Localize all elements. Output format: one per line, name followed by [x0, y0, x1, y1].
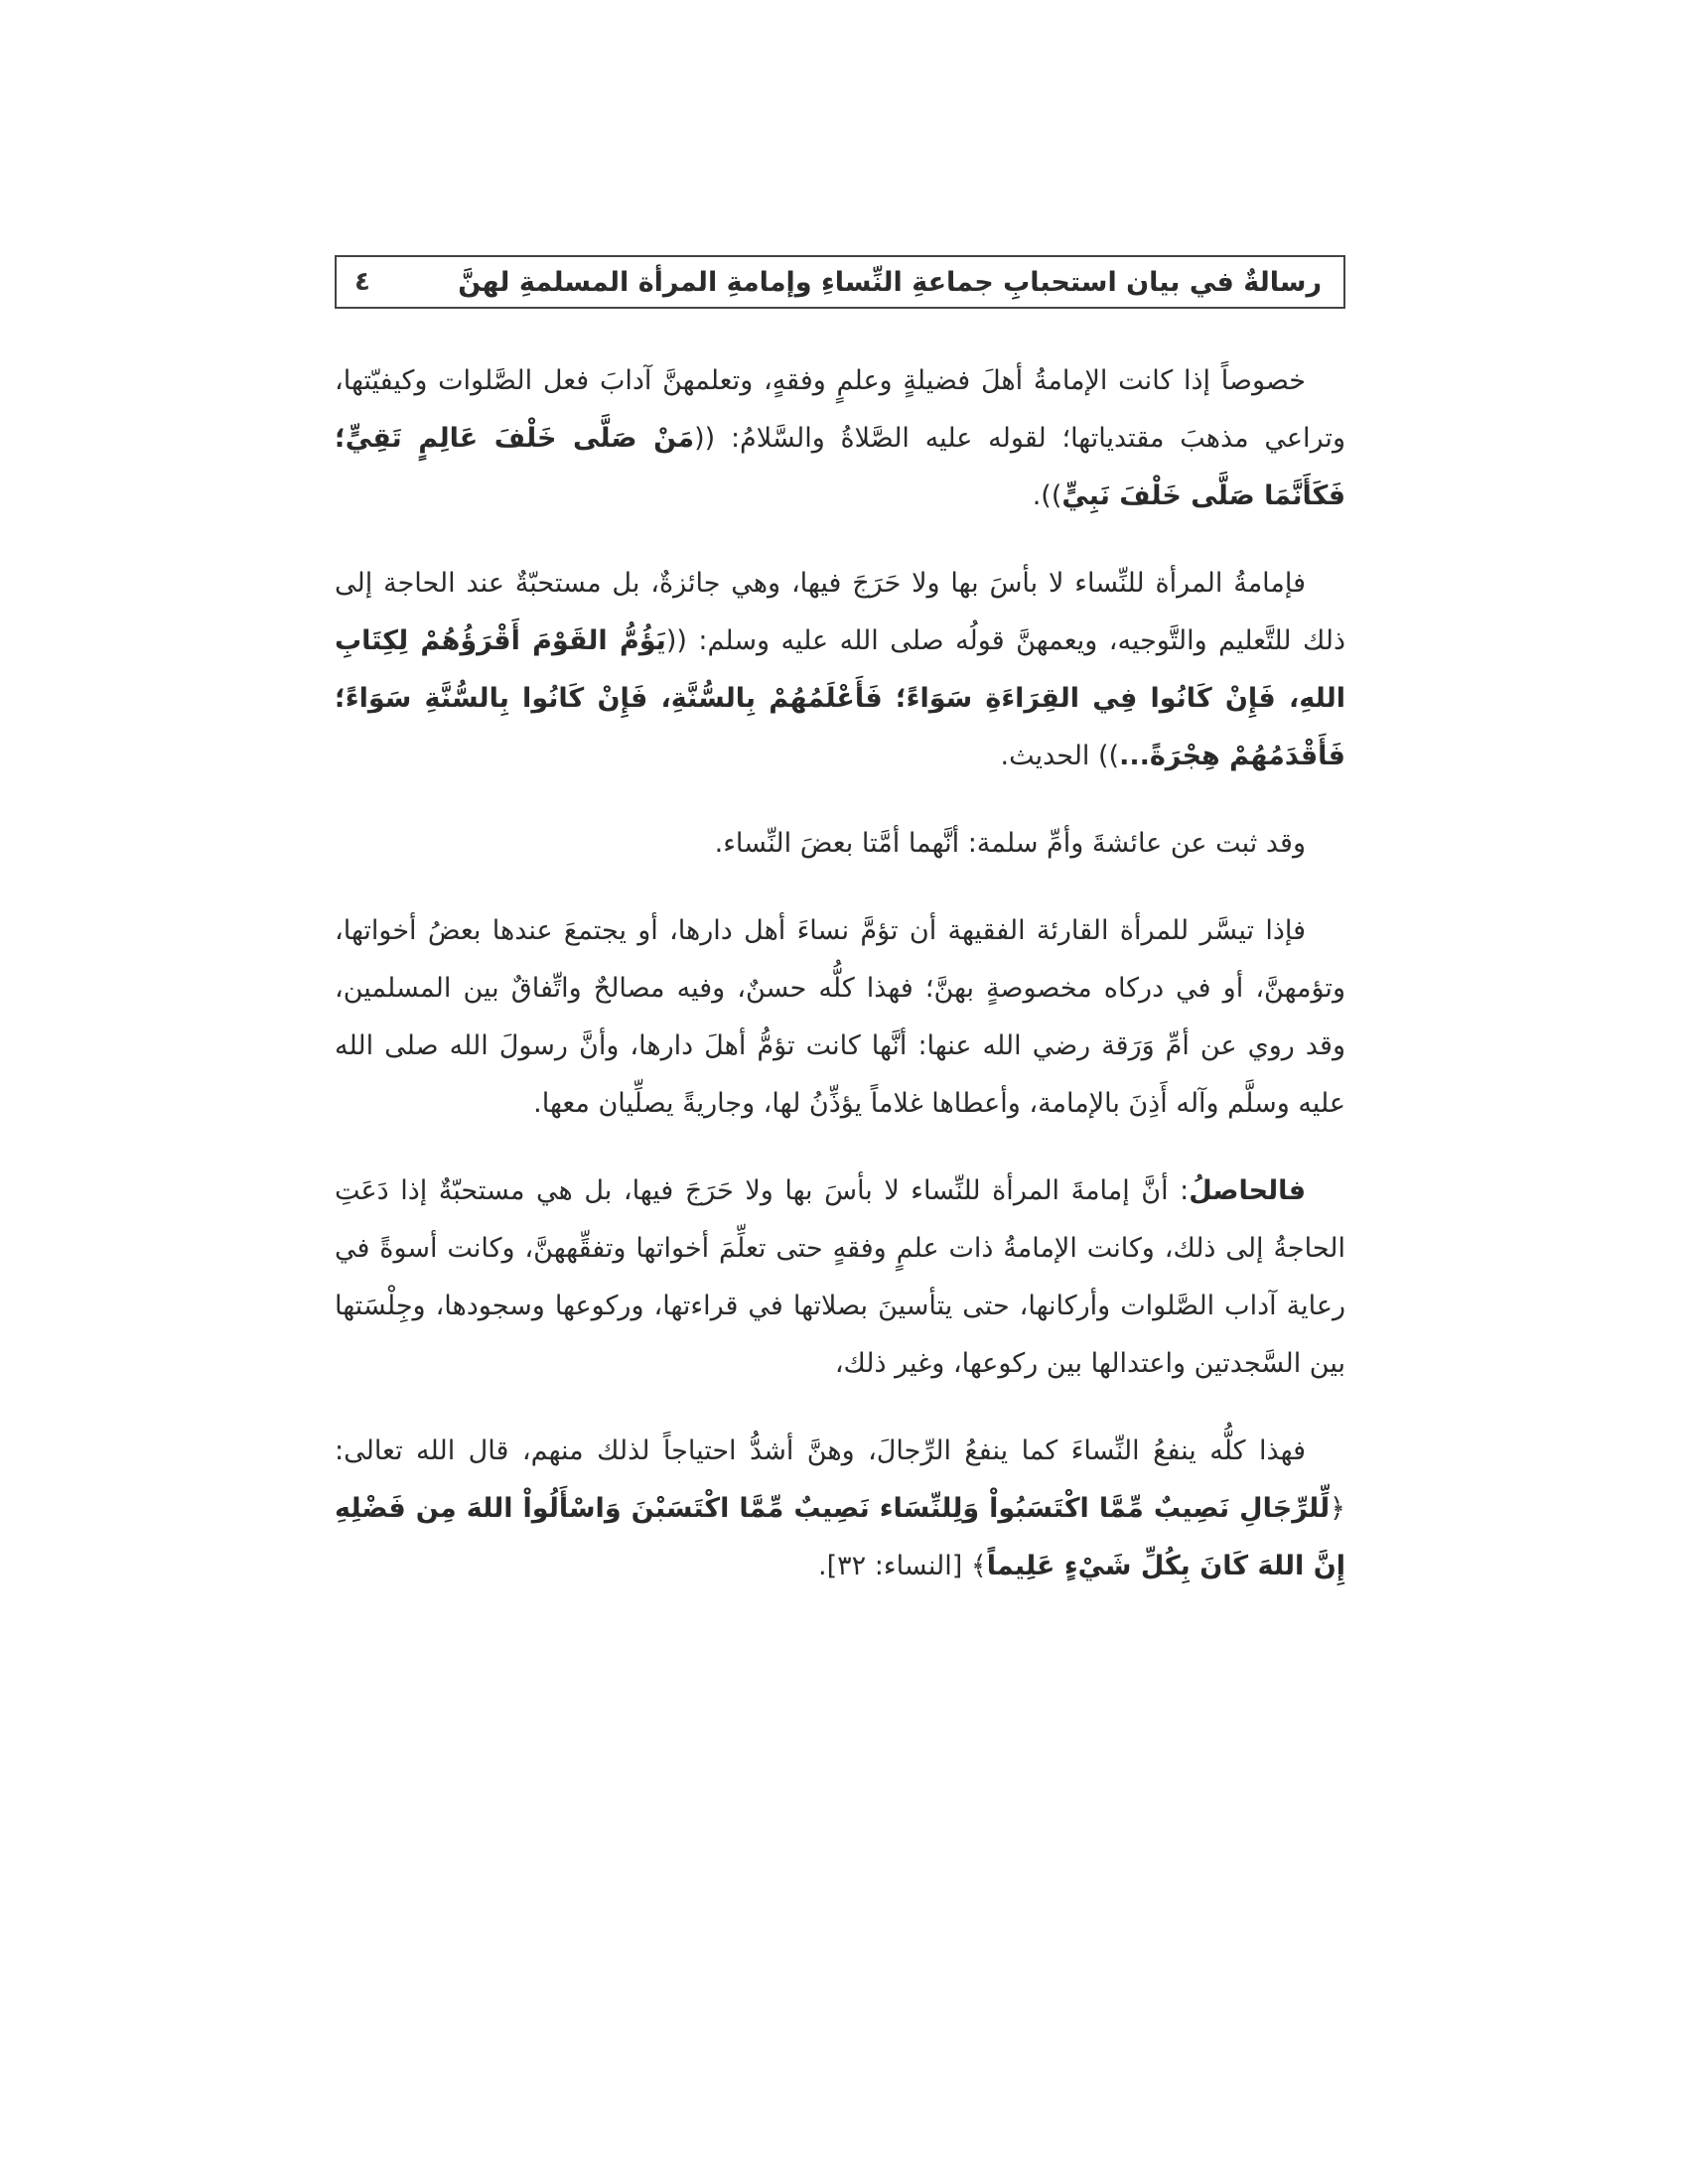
page-number: ٤: [354, 267, 370, 297]
paragraph-4: [335, 902, 1345, 1133]
header-title: رسالةٌ في بيان استحبابِ جماعةِ النِّساءِ وإمامةِ المرأة المسلمةِ لهنَّ: [458, 266, 1322, 298]
conclusion-lead: فالحاصلُ: [1189, 1175, 1306, 1206]
paragraph-text: : أنَّ إمامةَ المرأة للنِّساء لا بأسَ بها ولا حَرَجَ فيها، بل هي مستحبّةٌ إذا دَعَتِ الحاجةُ إلى ذلك، وكانت الإمامةُ ذات علمٍ وفقهٍ حتى تعلِّمَ أخواتها وتفقِّههنَّ، وكانت أسوةً في رعاية آداب الصَّلوات وأركانها، حتى يتأسينَ بصلاتها في قراءتها، وركوعها وسجودها، وجِلْسَتها بين السَّجدتين واعتدالها بين ركوعها، وغير ذلك،: [335, 1175, 1345, 1379]
hadith-quote: يَؤُمُّ القَوْمَ أَقْرَؤُهُمْ لِكِتَابِ اللهِ، فَإِنْ كَانُوا فِي القِرَاءَةِ سَوَاءً؛ فَأَعْلَمُهُمْ بِالسُّنَّةِ، فَإِنْ كَانُوا بِالسُّنَّةِ سَوَاءً؛ فَأَقْدَمُهُمْ هِجْرَةً...: [335, 625, 1345, 771]
quran-verse: لِّلرِّجَالِ نَصِيبٌ مِّمَّا اكْتَسَبُواْ وَلِلنِّسَاء نَصِيبٌ مِّمَّا اكْتَسَبْنَ وَاسْأَلُواْ اللهَ مِن فَضْلِهِ إِنَّ اللهَ كَانَ بِكُلِّ شَيْءٍ عَلِيماً: [335, 1493, 1345, 1581]
paragraph-text: فإذا تيسَّر للمرأة القارئة الفقيهة أن تؤمَّ نساءَ أهل دارها، أو يجتمعَ عندها بعضُ أخواتها، وتؤمهنَّ، أو في دركاه مخصوصةٍ بهنَّ؛ فهذا كلُّه حسنٌ، وفيه مصالحٌ واتِّفاقٌ بين المسلمين، وقد روي عن أمِّ وَرَقة رضي الله عنها: أنَّها كانت تؤمُّ أهلَ دارها، وأنَّ رسولَ الله صلى الله عليه وسلَّم وآله أَذِنَ بالإمامة، وأعطاها غلاماً يؤذِّنُ لها، وجاريةً يصلِّيان معها.: [335, 915, 1345, 1119]
paragraph-6: [335, 1423, 1345, 1595]
paragraph-2: [335, 555, 1345, 785]
paragraph-text: فهذا كلُّه ينفعُ النِّساءَ كما ينفعُ الرِّجالَ، وهنَّ أشدُّ احتياجاً لذلك منهم، قال الله تعالى: ﴿: [335, 1435, 1345, 1524]
paragraph-text: فإمامةُ المرأة للنِّساء لا بأسَ بها ولا حَرَجَ فيها، وهي جائزةٌ، بل مستحبّةٌ عند الحاجة إلى ذلك للتَّعليم والتَّوجيه، ويعمهنَّ قولُه صلى الله عليه وسلم: ((: [335, 568, 1345, 656]
paragraph-1: [335, 352, 1345, 525]
paragraph-5: [335, 1162, 1345, 1393]
paragraph-text: ﴾ [النساء: ٣٢].: [818, 1551, 987, 1581]
hadith-quote: مَنْ صَلَّى خَلْفَ عَالِمٍ تَقِيٍّ؛ فَكَأَنَّمَا صَلَّى خَلْفَ نَبِيٍّ: [335, 423, 1345, 511]
running-header: [335, 255, 1345, 309]
body-text: [335, 352, 1345, 1625]
paragraph-text: )) الحديث.: [1000, 741, 1120, 771]
paragraph-text: وقد ثبت عن عائشةَ وأمِّ سلمة: أنَّهما أمَّتا بعضَ النِّساء.: [714, 828, 1306, 859]
paragraph-3: [335, 815, 1345, 873]
paragraph-text: خصوصاً إذا كانت الإمامةُ أهلَ فضيلةٍ وعلمٍ وفقهٍ، وتعلمهنَّ آدابَ فعل الصَّلوات وكيفيّتها، وتراعي مذهبَ مقتدياتها؛ لقوله عليه الصَّلاةُ والسَّلامُ: ((: [335, 365, 1345, 454]
paragraph-text: )).: [1032, 480, 1062, 511]
